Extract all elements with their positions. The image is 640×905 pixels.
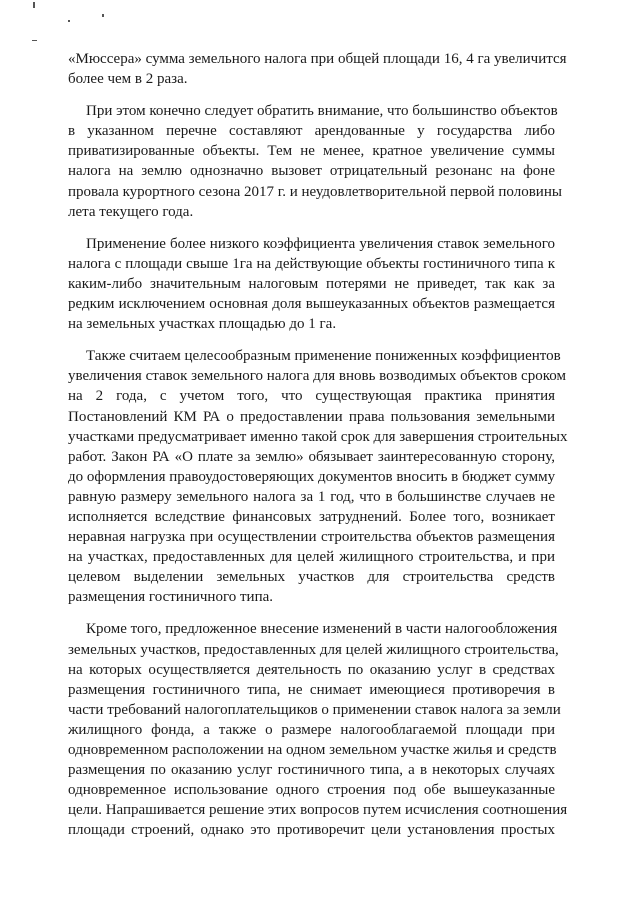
document-page [68,49,568,852]
text-line: равную размеру земельного налога за 1 год, что в большинстве случаев не [68,488,555,505]
text-line: увеличения ставок земельного налога для вновь возводимых объектов сроком [68,368,566,385]
scan-mark [32,40,37,41]
paragraph [68,619,568,840]
text-line: в указанном перечне составляют арендованные у государства либо [68,123,555,140]
text-line: размещения по оказанию услуг гостиничного типа, а в некоторых случаях [68,762,555,779]
text-line: жилищного фонда, а также о размере налогооблагаемой площади при [68,721,555,738]
text-line: лета текущего года. [68,203,194,220]
text-line: налога на землю однозначно вызовет отрицательный резонанс на фоне [68,163,555,180]
text-line: приватизированные объекты. Тем не менее, кратное увеличение суммы [68,143,555,160]
text-line: размещения гостиничного типа. [68,589,273,606]
text-line: Постановлений КМ РА о предоставлении права пользования земельными [68,408,555,425]
text-line: цели. Напрашивается решение этих вопросов путем исчисления соотношения [68,802,568,819]
text-line: провала курортного сезона 2017 г. и неудовлетворительной первой половины [68,183,562,200]
text-line: на 2 года, с учетом того, что существующая практика принятия [68,388,555,405]
text-line: налога с площади свыше 1га на действующие объекты гостиничного типа к [68,255,555,272]
scan-mark [68,20,70,22]
text-line: размещения гостиничного типа, не снимает имеющиеся противоречия в [68,681,555,698]
text-line: на которых осуществляется деятельность по оказанию услуг в средствах [68,661,555,678]
text-line: участками предусматривает именно такой срок для завершения строительных [68,428,568,445]
text-line: исполняется вследствие финансовых затруднений. Более того, возникает [68,508,555,525]
text-line: Также считаем целесообразным применение пониженных коэффициентов [86,348,561,365]
text-line: более чем в 2 раза. [68,71,188,88]
text-line: одновременное использование одного строения под обе вышеуказанные [68,782,555,799]
text-line: «Мюссера» сумма земельного налога при общей площади 16, 4 га увеличится [68,51,567,67]
text-line: каким-либо значительным налоговым потерями не приведет, так как за [68,275,555,292]
paragraph [68,101,562,222]
paragraph [68,346,568,607]
text-line: Применение более низкого коэффициента увеличения ставок земельного [86,235,555,252]
scan-mark [102,14,104,17]
text-line: работ. Закон РА «О плате за землю» обязывает заинтересованную сторону, [68,448,555,465]
text-line: неравная нагрузка при осуществлении строительства объектов размещения [68,529,555,546]
text-line: При этом конечно следует обратить внимание, что большинство объектов [86,103,558,120]
paragraph [68,49,567,89]
text-line: до оформления правоудостоверяющих документов вносить в бюджет сумму [68,468,556,485]
text-line: площади строений, однако это противоречит цели установления простых [68,822,555,839]
text-line: редким исключением основная доля вышеуказанных объектов размещается [68,296,555,313]
text-line: земельных участков, предоставленных для целей жилищного строительства, [68,641,559,658]
text-line: на земельных участках площадью до 1 га. [68,316,337,333]
text-line: на участках, предоставленных для целей жилищного строительства, и при [68,549,555,566]
text-line: Кроме того, предложенное внесение изменений в части налогообложения [86,621,558,638]
scan-mark [33,2,35,8]
text-line: целевом выделении земельных участков для строительства средств [68,569,555,586]
text-line: одновременном расположении на одном земельном участке жилья и средств [68,742,557,758]
paragraph [68,234,555,334]
text-line: части требований налогоплательщиков о применении ставок налога за земли [68,701,561,718]
